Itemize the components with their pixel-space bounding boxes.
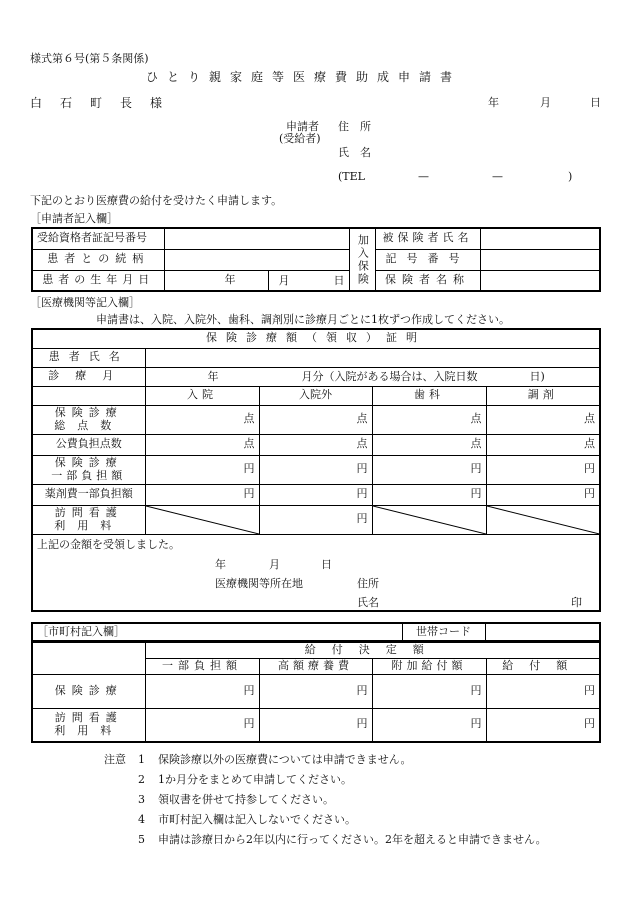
row-label: 保険診療 総点数	[32, 405, 145, 434]
row-label: 保険診療	[32, 674, 145, 708]
institution-address-label: 医療機関等所在地	[215, 576, 303, 590]
value-cell[interactable]: 円	[486, 484, 600, 505]
symbol-number-field[interactable]	[480, 249, 600, 270]
month-year: 年	[207, 369, 219, 383]
treatment-month-label: 診療月	[32, 367, 145, 386]
municipal-blank	[32, 642, 145, 674]
patient-name-label: 患者氏名	[32, 348, 145, 367]
value-cell[interactable]: 点	[372, 405, 486, 434]
list-item: 3 領収書を併せて持参してください。	[138, 793, 334, 806]
list-item: 5 申請は診療日から2年以内に行ってください。2年を超えると申請できません。	[138, 833, 547, 846]
municipal-table	[31, 641, 601, 743]
row-label: 訪問看護 利用料	[32, 708, 145, 742]
household-code-field[interactable]	[485, 623, 600, 641]
birth-month-day[interactable]	[268, 270, 349, 291]
value-cell[interactable]: 点	[486, 434, 600, 455]
medical-instruction: 申請書は、入院、入院外、歯科、調剤別に診療月ごとに1枚ずつ作成してください。	[96, 313, 510, 326]
table-row	[32, 434, 600, 455]
receipt-text: 上記の金額を受領しました。	[37, 537, 180, 551]
disabled-cell	[486, 505, 600, 534]
value-cell[interactable]: 点	[372, 434, 486, 455]
value-cell[interactable]: 円	[145, 708, 259, 742]
tel-dash-2: —	[492, 170, 503, 183]
birth-month: 月	[278, 273, 290, 287]
intro-text: 下記のとおり医療費の給付を受けたく申請します。	[30, 194, 283, 207]
value-cell[interactable]: 円	[259, 505, 372, 534]
applicant-address-label: 住 所	[338, 120, 371, 133]
list-item: 4 市町村記入欄は記入しないでください。	[138, 813, 356, 826]
disabled-cell	[372, 505, 486, 534]
tel-open: (TEL	[338, 170, 365, 183]
column-partial-burden: 一部負担額	[145, 658, 259, 674]
list-item: 2 1か月分をまとめて申請してください。	[138, 773, 352, 786]
value-cell[interactable]: 点	[486, 405, 600, 434]
institution-name-label: 氏名	[357, 595, 379, 609]
month-text: 月分（入院がある場合は、入院日数	[301, 369, 478, 383]
birth-day: 日	[333, 273, 345, 287]
value-cell[interactable]: 点	[259, 405, 372, 434]
applicant-sub-label: (受給者)	[279, 132, 321, 145]
applicant-label: 申請者	[286, 120, 319, 133]
table-row	[32, 708, 600, 742]
medical-table	[31, 328, 601, 612]
applicant-section-header: ［申請者記入欄］	[30, 212, 118, 225]
insurer-name-label: 保険者名称	[375, 270, 480, 291]
cert-number-field[interactable]	[164, 228, 349, 249]
applicant-table	[31, 227, 601, 292]
applicant-name-label: 氏 名	[338, 146, 371, 159]
column-header-inpatient: 入院	[145, 386, 259, 405]
column-high-cost: 高額療養費	[259, 658, 372, 674]
addressee: 白石町長様	[30, 96, 181, 110]
value-cell[interactable]: 円	[259, 455, 372, 484]
symbol-number-label: 記号番号	[375, 249, 480, 270]
column-header-outpatient: 入院外	[259, 386, 372, 405]
table-row	[32, 484, 600, 505]
table-row	[32, 674, 600, 708]
form-id: 様式第６号(第５条関係)	[30, 52, 149, 65]
value-cell[interactable]: 円	[372, 455, 486, 484]
table-row	[32, 455, 600, 484]
cert-number-label: 受給資格者証記号番号	[32, 228, 164, 249]
municipal-section-header: ［市町村記入欄］	[32, 623, 402, 641]
receipt-area[interactable]	[32, 534, 600, 611]
date-day: 日	[590, 96, 601, 109]
institution-address-short: 住所	[357, 576, 379, 590]
row-label: 公費負担点数	[32, 434, 145, 455]
date-month: 月	[540, 96, 551, 109]
column-benefit: 給付額	[486, 658, 600, 674]
receipt-year: 年	[215, 557, 226, 571]
column-additional: 附加給付額	[372, 658, 486, 674]
column-header-dental: 歯科	[372, 386, 486, 405]
birth-year: 年	[164, 270, 268, 291]
page-title: ひとり親家庭等医療費助成申請書	[146, 70, 462, 84]
value-cell[interactable]: 円	[145, 455, 259, 484]
value-cell[interactable]: 点	[145, 434, 259, 455]
value-cell[interactable]: 円	[372, 708, 486, 742]
insurance-join-label: 加入保険	[349, 228, 375, 291]
value-cell[interactable]: 円	[486, 674, 600, 708]
household-code-label: 世帯コード	[402, 623, 485, 641]
notes-list	[138, 750, 547, 850]
tel-dash-1: —	[418, 170, 429, 183]
relationship-label: 患者との続柄	[32, 249, 164, 270]
medical-table-title: 保険診療額（領収）証明	[32, 329, 600, 348]
value-cell[interactable]: 円	[145, 484, 259, 505]
treatment-month-field[interactable]	[145, 367, 600, 386]
value-cell[interactable]: 円	[145, 674, 259, 708]
notes-label: 注意	[104, 753, 126, 766]
tel-close: )	[568, 170, 573, 183]
birthdate-label: 患者の生年月日	[32, 270, 164, 291]
row-label: 訪問看護 利用料	[32, 505, 145, 534]
column-header-blank	[32, 386, 145, 405]
value-cell[interactable]: 点	[259, 434, 372, 455]
insured-name-label: 被保険者氏名	[375, 228, 480, 249]
value-cell[interactable]: 点	[145, 405, 259, 434]
value-cell[interactable]: 円	[372, 484, 486, 505]
value-cell[interactable]: 円	[259, 674, 372, 708]
month-days: 日)	[529, 369, 545, 383]
table-row	[32, 405, 600, 434]
value-cell[interactable]: 円	[259, 708, 372, 742]
medical-section-header: ［医療機関等記入欄］	[30, 296, 140, 309]
relationship-field[interactable]	[164, 249, 349, 270]
patient-name-field[interactable]	[145, 348, 600, 367]
receipt-month: 月	[269, 557, 280, 571]
row-label: 保険診療 一部負担額	[32, 455, 145, 484]
municipal-header-table	[31, 622, 601, 642]
list-item: 1 保険診療以外の医療費については申請できません。	[138, 753, 412, 766]
value-cell[interactable]: 円	[486, 455, 600, 484]
table-row	[32, 505, 600, 534]
value-cell[interactable]: 円	[372, 674, 486, 708]
column-header-pharmacy: 調剤	[486, 386, 600, 405]
payment-title: 給付決定額	[145, 642, 600, 658]
date-year: 年	[488, 96, 499, 109]
disabled-cell	[145, 505, 259, 534]
value-cell[interactable]: 円	[259, 484, 372, 505]
insured-name-field[interactable]	[480, 228, 600, 249]
insurer-name-field[interactable]	[480, 270, 600, 291]
value-cell[interactable]: 円	[486, 708, 600, 742]
row-label: 薬剤費一部負担額	[32, 484, 145, 505]
seal-mark: 印	[571, 595, 582, 609]
receipt-day: 日	[321, 557, 332, 571]
